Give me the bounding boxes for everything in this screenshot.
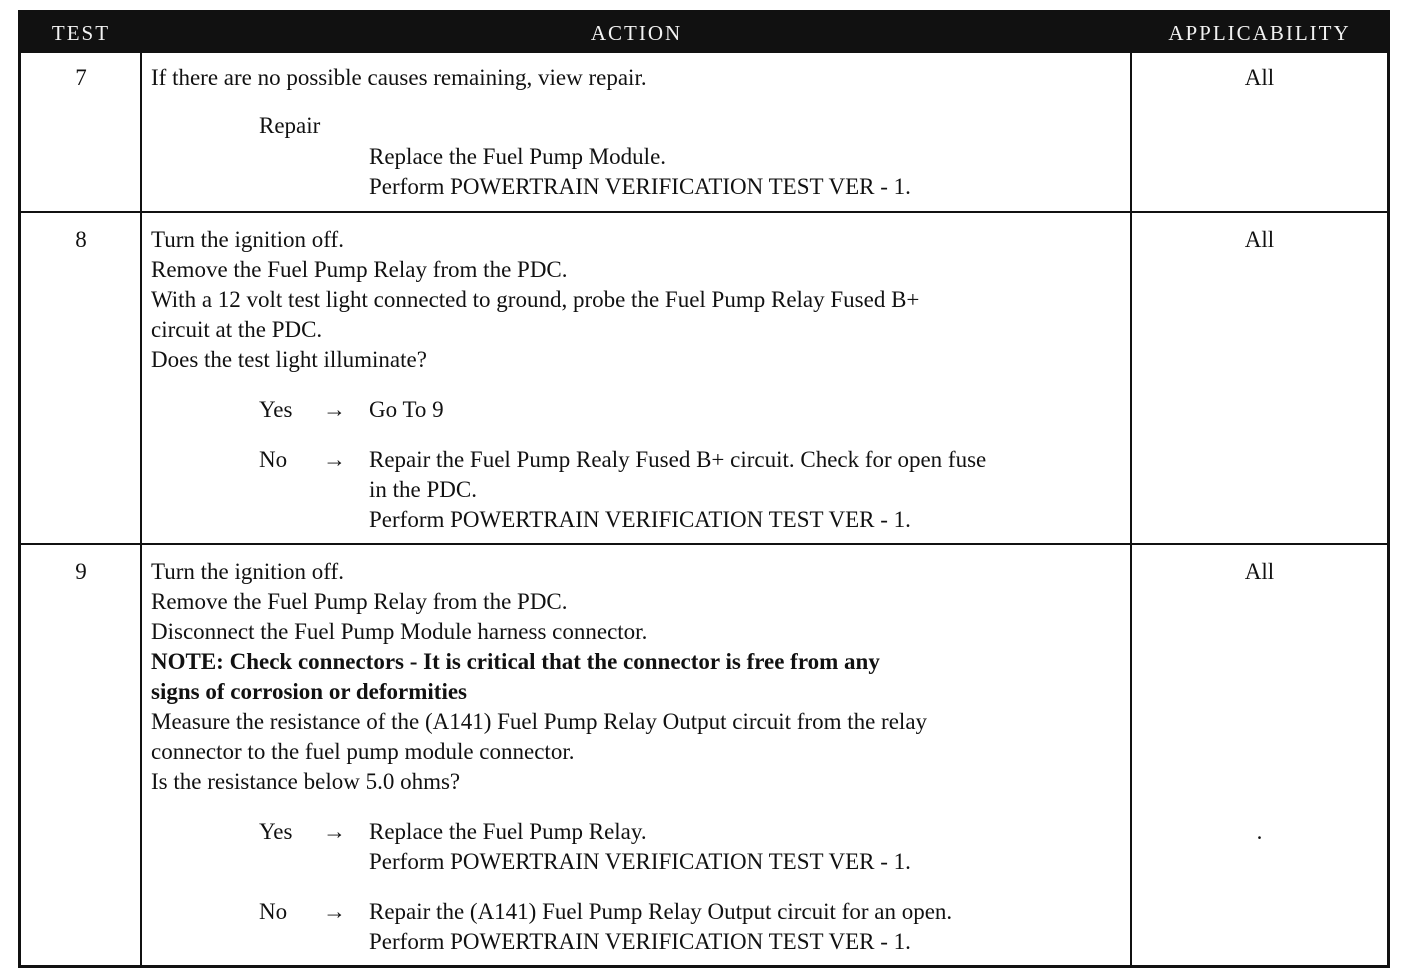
no-text	[369, 897, 1139, 957]
repair-line: Perform POWERTRAIN VERIFICATION TEST VER - 1.	[369, 174, 911, 199]
note-line: signs of corrosion or deformities	[151, 679, 468, 704]
action-line: Turn the ignition off.	[151, 227, 344, 252]
action-line: Turn the ignition off.	[151, 559, 344, 584]
applicability-mark: .	[1256, 819, 1263, 844]
yes-label: Yes	[259, 397, 293, 422]
table-row	[21, 225, 1387, 543]
header-action: ACTION	[590, 21, 683, 45]
repair-label: Repair	[259, 113, 321, 138]
action-line: Is the resistance below 5.0 ohms?	[151, 769, 461, 794]
test-number: 9	[75, 559, 87, 584]
action-cell	[151, 63, 1131, 221]
yes-text	[369, 817, 1139, 877]
yes-text: Go To 9	[369, 397, 444, 422]
arrow-icon: →	[323, 397, 346, 422]
applicability: All	[1244, 65, 1275, 90]
repair-text	[369, 142, 1139, 202]
yes-line: Replace the Fuel Pump Relay.	[369, 819, 647, 844]
header-test: TEST	[51, 21, 111, 45]
action-line: Disconnect the Fuel Pump Module harness connector.	[151, 619, 648, 644]
action-line: With a 12 volt test light connected to ground, probe the Fuel Pump Relay Fused B+	[151, 287, 920, 312]
no-text	[369, 445, 1139, 535]
no-label: No	[259, 899, 288, 924]
arrow-icon: →	[323, 899, 346, 924]
arrow-icon: →	[323, 447, 346, 472]
table-row	[21, 557, 1387, 957]
diagnostic-table	[18, 10, 1390, 968]
no-line: Repair the Fuel Pump Realy Fused B+ circuit. Check for open fuse	[369, 447, 987, 472]
action-cell	[151, 557, 1131, 957]
applicability: All	[1244, 559, 1275, 584]
repair-line: Replace the Fuel Pump Module.	[369, 144, 667, 169]
test-number: 7	[75, 65, 87, 90]
action-cell	[151, 225, 1131, 555]
table-header	[21, 13, 1387, 53]
action-line: Measure the resistance of the (A141) Fuel Pump Relay Output circuit from the relay	[151, 709, 928, 734]
table-row	[21, 63, 1387, 211]
action-line: connector to the fuel pump module connector.	[151, 739, 575, 764]
yes-line: Perform POWERTRAIN VERIFICATION TEST VER - 1.	[369, 849, 911, 874]
header-applicability: APPLICABILITY	[1168, 21, 1351, 45]
action-line: circuit at the PDC.	[151, 317, 323, 342]
note-line: NOTE: Check connectors - It is critical that the connector is free from any	[151, 649, 880, 674]
no-line: in the PDC.	[369, 477, 477, 502]
no-label: No	[259, 447, 288, 472]
action-line: If there are no possible causes remaining, view repair.	[151, 65, 647, 90]
test-number: 8	[75, 227, 87, 252]
no-line: Perform POWERTRAIN VERIFICATION TEST VER - 1.	[369, 929, 911, 954]
action-line: Remove the Fuel Pump Relay from the PDC.	[151, 589, 568, 614]
action-line: Does the test light illuminate?	[151, 347, 427, 372]
arrow-icon: →	[323, 819, 346, 844]
applicability: All	[1244, 227, 1275, 252]
yes-label: Yes	[259, 819, 293, 844]
no-line: Repair the (A141) Fuel Pump Relay Output circuit for an open.	[369, 899, 953, 924]
no-line: Perform POWERTRAIN VERIFICATION TEST VER - 1.	[369, 507, 911, 532]
action-line: Remove the Fuel Pump Relay from the PDC.	[151, 257, 568, 282]
